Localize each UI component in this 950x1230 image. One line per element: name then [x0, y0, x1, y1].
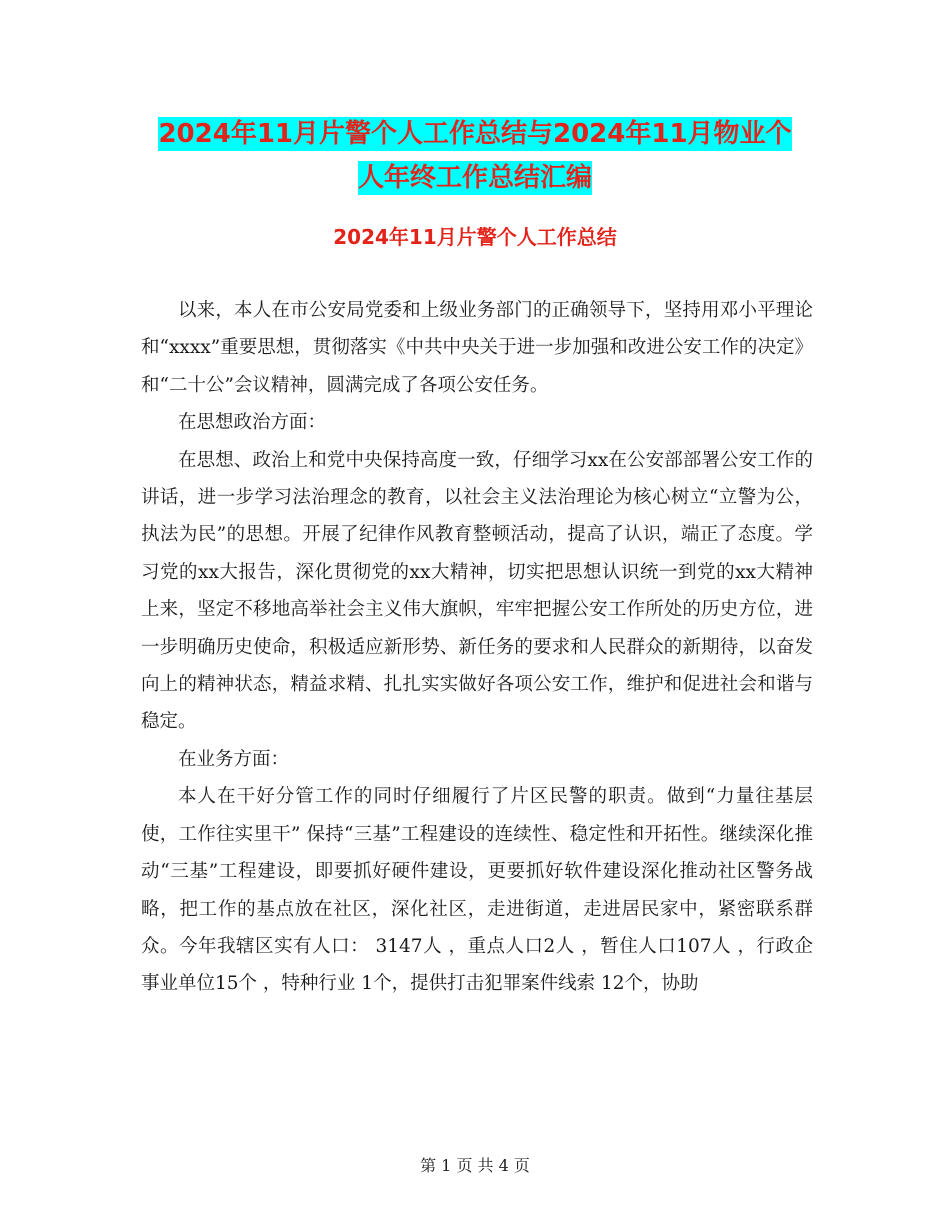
- page-footer: 第 1 页 共 4 页: [420, 1156, 530, 1175]
- paragraph-political: 在思想、政治上和党中央保持高度一致，仔细学习xx在公安部部署公安工作的讲话，进一步学习法治理念的教育，以社会主义法治理论为核心树立“立警为公，执法为民”的思想。开展了纪律作风教育整顿活动，提高了认识，端正了态度。学习党的xx大报告，深化贯彻党的xx大精神，切实把思想认识统一到党的xx大精神上来，坚定不移地高举社会主义伟大旗帜，牢牢把握公安工作所处的历史方位，进一步明确历史使命，积极适应新形势、新任务的要求和人民群众的新期待，以奋发向上的精神状态，精益求精、扎扎实实做好各项公安工作，维护和促进社会和谐与稳定。: [141, 449, 813, 733]
- section-title: 2024年11月片警个人工作总结: [333, 225, 617, 249]
- paragraph-heading-business: 在业务方面：: [178, 748, 290, 770]
- paragraph-heading-political: 在思想政治方面：: [178, 412, 327, 434]
- paragraph-intro: 以来，本人在市公安局党委和上级业务部门的正确领导下，坚持用邓小平理论和“xxxx”重要思想，贯彻落实《中共中央关于进一步加强和改进公安工作的决定》和“二十公”会议精神，圆满完成了各项公安任务。: [141, 300, 813, 396]
- paragraph-business: 本人在干好分管工作的同时仔细履行了片区民警的职责。做到“力量往基层使，工作往实里干” 保持“三基”工程建设的连续性、稳定性和开拓性。继续深化推动“三基”工程建设，即要抓好硬件建设，更要抓好软件建设深化推动社区警务战略，把工作的基点放在社区，深化社区，走进街道，走进居民家中，紧密联系群众。今年我辖区实有人口： 3147人 ，重点人口2人 ，暂住人口107人 ，行政企事业单位15个 ，特种行业 1个，提供打击犯罪案件线索 12个，协助: [141, 786, 813, 995]
- document-title-line-1: 2024年11月片警个人工作总结与2024年11月物业个: [158, 119, 792, 149]
- document-title-line-2: 人年终工作总结汇编: [357, 163, 592, 193]
- document-title: [0, 112, 950, 200]
- document-body: [141, 292, 813, 1003]
